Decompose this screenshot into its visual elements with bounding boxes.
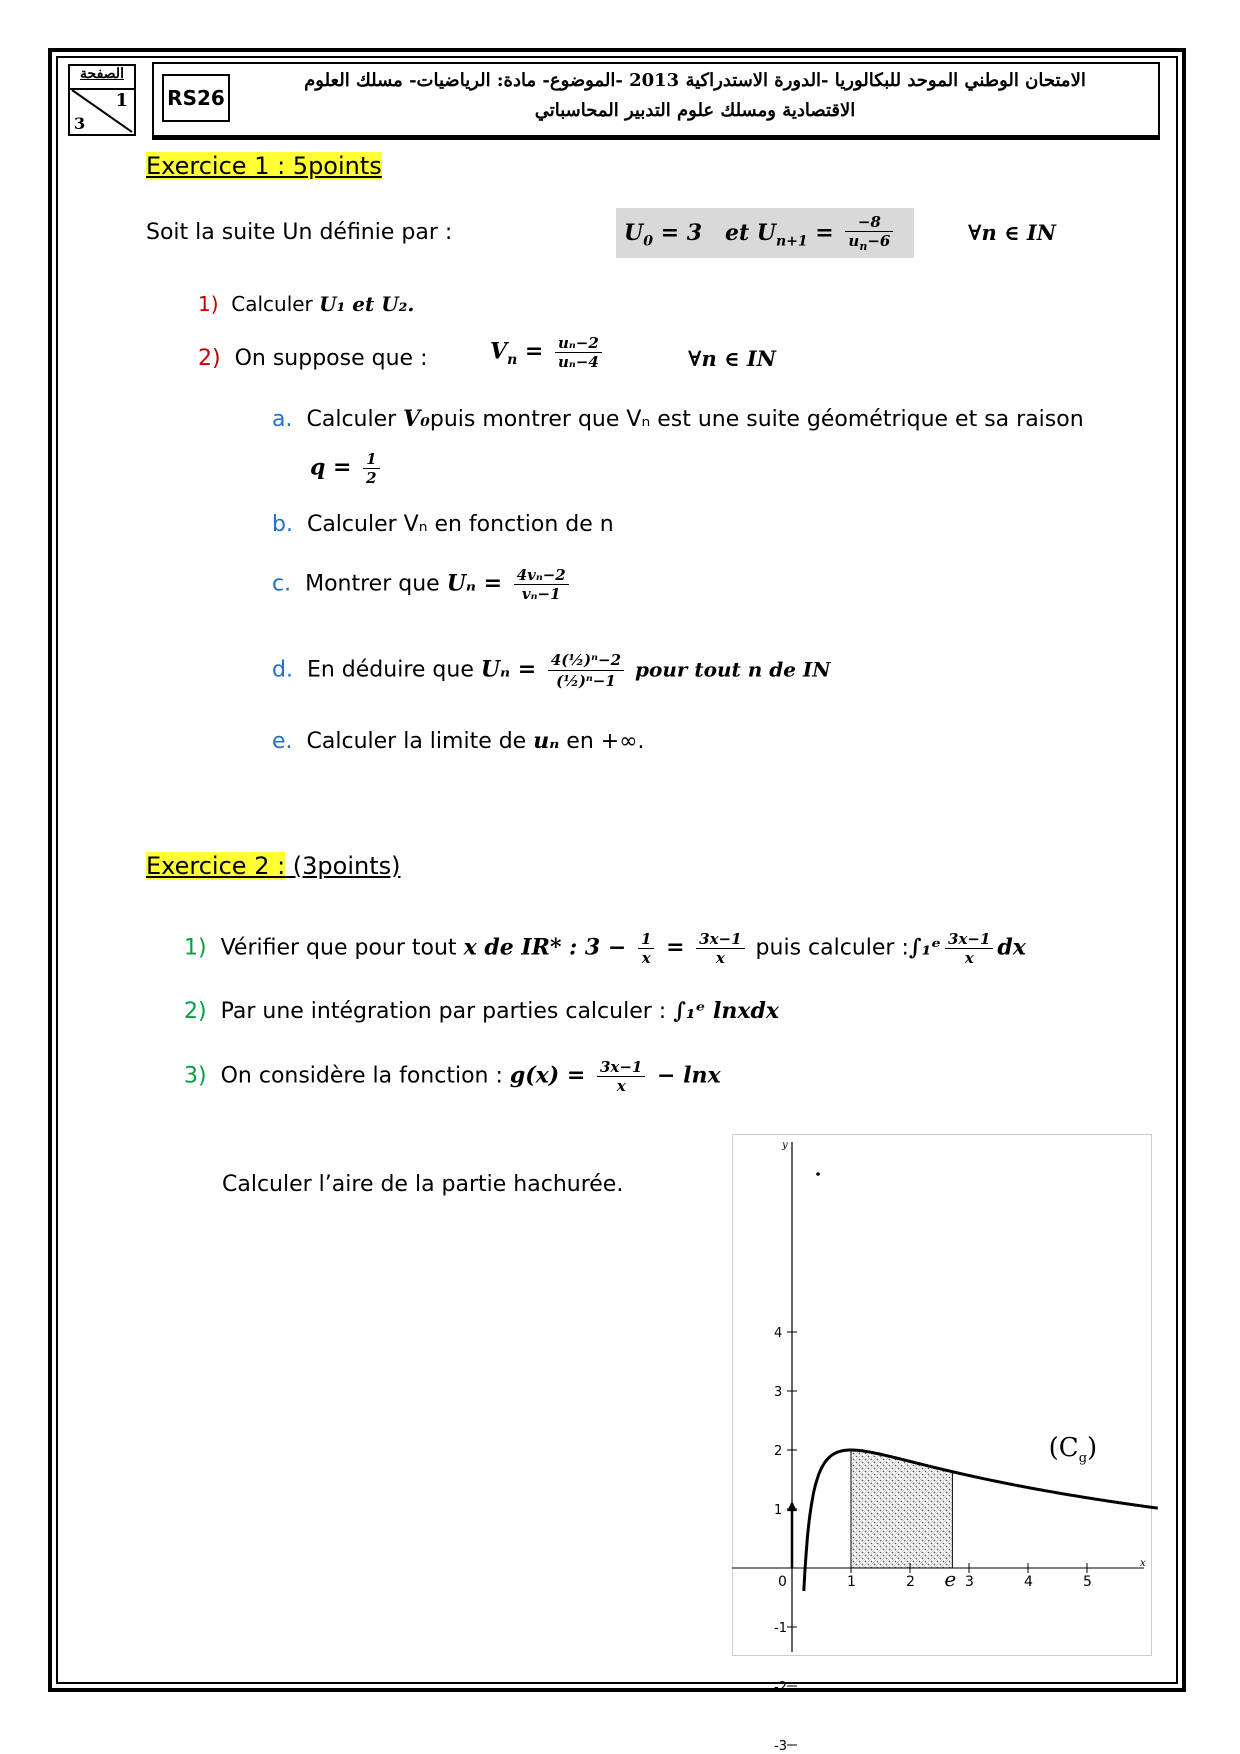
ex1-q1: 1) Calculer U₁ et U₂. (198, 292, 415, 316)
page-total: 3 (74, 114, 86, 133)
page-number-box (68, 64, 136, 136)
x-tick-label: 4 (1024, 1574, 1033, 1590)
exam-header-text (240, 66, 1150, 126)
ex2-area-question: Calculer l’aire de la partie hachurée. (222, 1172, 624, 1197)
y-tick-label: 2 (774, 1444, 783, 1459)
ex1-q2-def: $V_n$ = $\frac{\text{uₙ−2}}{\text{uₙ−4}}$ (490, 334, 606, 371)
origin-label: 0 (778, 1574, 787, 1590)
e-label: e (944, 1567, 957, 1591)
exercise-2-title: Exercice 2 : (3points) (146, 852, 401, 880)
ex1-qb: b. Calculer Vₙ en fonction de n (272, 512, 614, 537)
y-tick-label: 1 (774, 1503, 783, 1518)
x-tick-label: 1 (847, 1574, 856, 1590)
function-graph (732, 1134, 1152, 1754)
x-tick-label: 2 (906, 1574, 915, 1590)
x-tick-label: 3 (965, 1574, 974, 1590)
page-label: الصفحة (70, 66, 134, 90)
ex1-intro: Soit la suite Un définie par : (146, 220, 453, 245)
y-tick-label: 4 (774, 1326, 783, 1341)
sequence-definition: $U_0 = 3$ et $U_{n+1}$ = $\frac{-8}{u_n-6}$ (616, 208, 914, 258)
ex1-q2-forall: ∀n ∈ IN (688, 346, 776, 371)
header-line-1: الامتحان الوطني الموحد للبكالوريا -الدورة الاستدراكية 2013 -الموضوع- مادة: الرياضيات- مسلك العلوم (304, 70, 1086, 91)
y-tick-label: -2 (774, 1680, 787, 1695)
ex2-q1: 1) Vérifier que pour tout x de IR* : 3 − $\frac{1}{x}$ = $\frac{3x-1}{x}$ puis calculer :∫₁ᵉ $\frac{3x-1}{x}$ dx (184, 930, 1026, 967)
y-axis-label: y (782, 1140, 788, 1151)
stray-dot (816, 1172, 820, 1176)
y-tick-label: -3 (774, 1739, 787, 1754)
curve-label: $(C_g)$ (1048, 1432, 1098, 1466)
ex1-qa: a. Calculer V₀puis montrer que Vₙ est une suite géométrique et sa raison (272, 406, 1084, 432)
y-tick-label: -1 (774, 1621, 787, 1636)
x-tick-label: 5 (1083, 1574, 1092, 1590)
ex1-qa-ratio: q = $\frac{1}{2}$ (310, 450, 384, 487)
ex1-forall: ∀n ∈ IN (968, 220, 1056, 245)
ex1-qd: d. En déduire que Uₙ = $\frac{\text{4(½)ⁿ−2}}{\text{(½)ⁿ−1}}$ pour tout n de IN (272, 651, 831, 690)
header-line-2: الاقتصادية ومسلك علوم التدبير المحاسباتي (534, 100, 856, 121)
ex2-q3: 3) On considère la fonction : g(x) = $\frac{3x-1}{x}$ − lnx (184, 1058, 721, 1095)
exercise-1-title: Exercice 1 : 5points (146, 152, 382, 180)
ex2-q2: 2) Par une intégration par parties calculer : ∫₁ᵉ lnxdx (184, 998, 779, 1024)
subject-code: RS26 (162, 74, 230, 122)
ex1-q2: 2) On suppose que : (198, 346, 428, 371)
y-tick-label: 3 (774, 1385, 783, 1400)
x-axis-label: x (1140, 1558, 1146, 1569)
ex1-qe: e. Calculer la limite de uₙ en +∞. (272, 728, 645, 754)
ex1-qc: c. Montrer que Uₙ = $\frac{\text{4vₙ−2}}{\text{vₙ−1}}$ (272, 566, 573, 603)
page-number: 1 (115, 90, 128, 111)
